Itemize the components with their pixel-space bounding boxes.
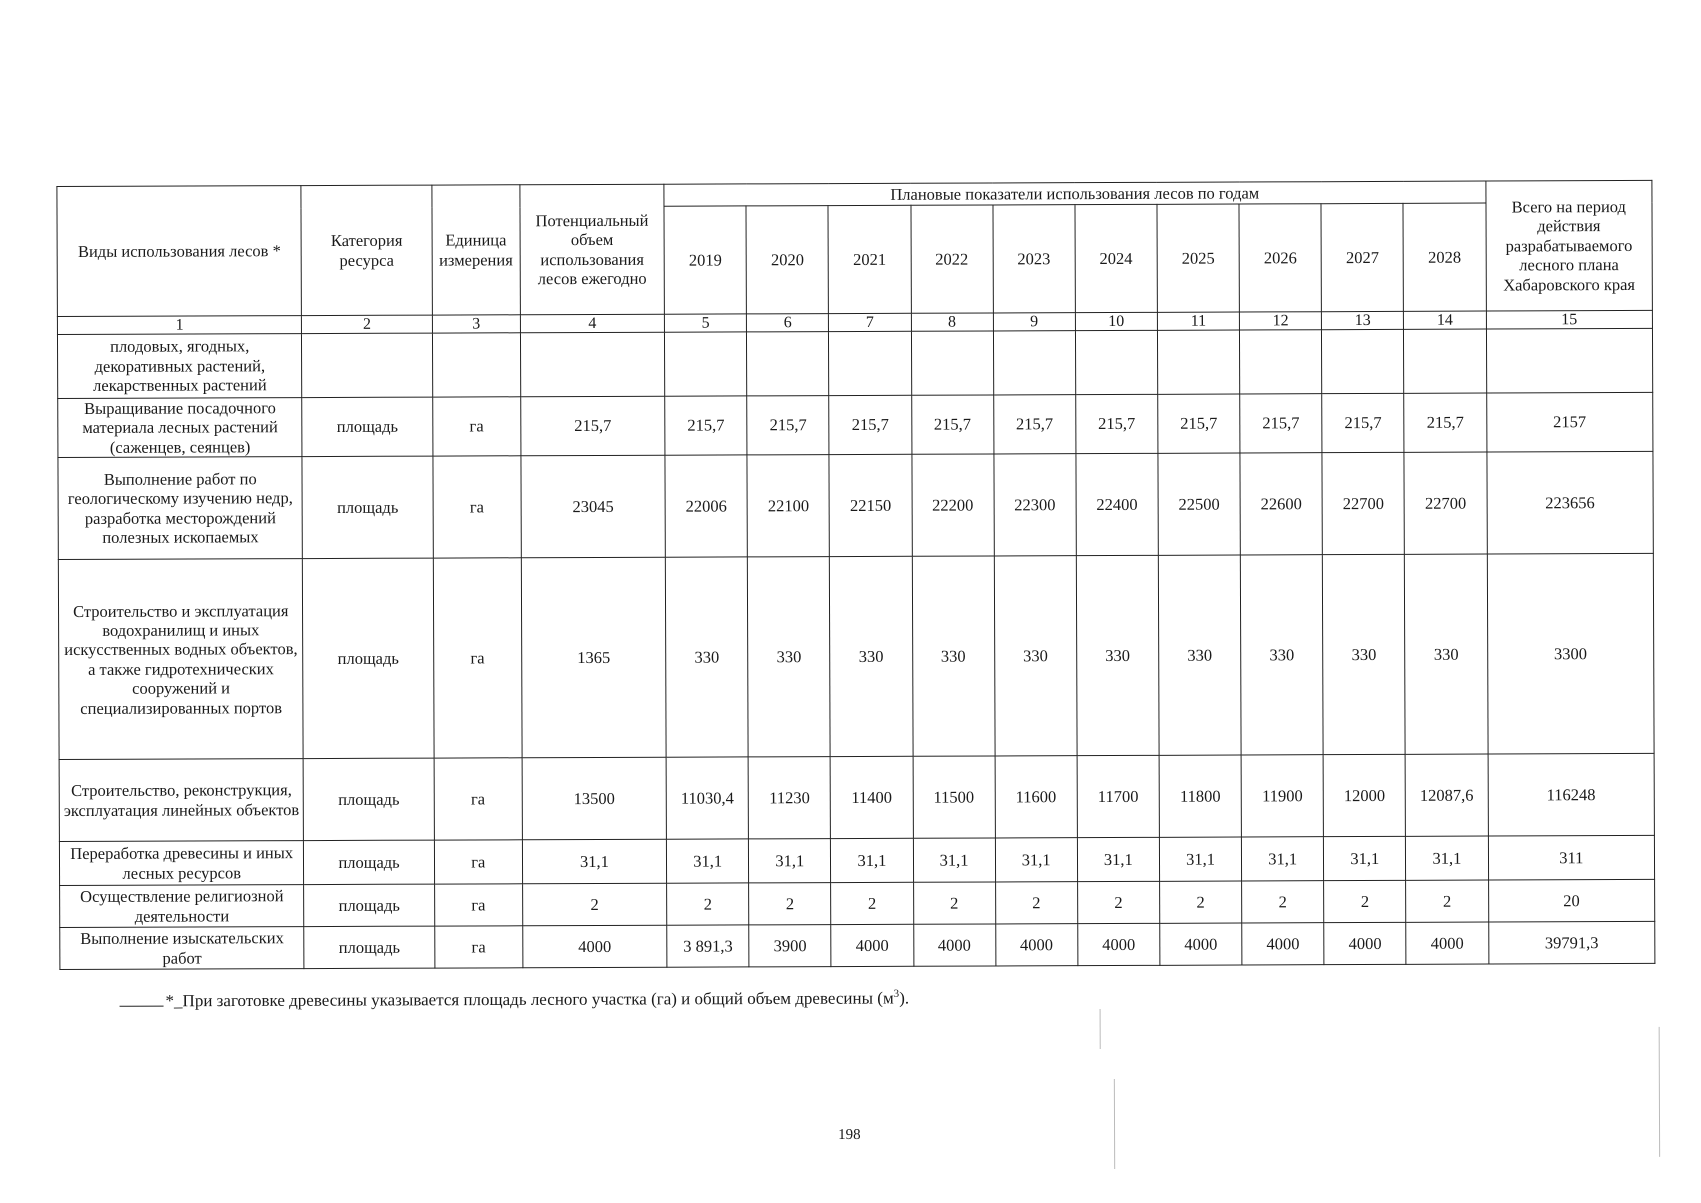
row-year-value: 215,7 xyxy=(1075,394,1157,454)
row-kind: Строительство и эксплуатация водохранилищ и иных искусственных водных объектов, а также гидротехнических сооружений и специализированных портов xyxy=(58,559,303,760)
row-year-value: 12000 xyxy=(1323,755,1405,837)
row-year-value: 2 xyxy=(1242,881,1324,923)
row-year-value: 2 xyxy=(995,882,1077,924)
row-category: площадь xyxy=(303,559,434,759)
row-year-value: 22400 xyxy=(1076,454,1159,556)
header-year: 2026 xyxy=(1239,204,1322,312)
row-total: 3300 xyxy=(1487,554,1654,755)
row-kind: Осуществление религиозной деятельности xyxy=(60,885,305,928)
row-year-value: 22700 xyxy=(1404,452,1487,554)
row-year-value: 31,1 xyxy=(1324,837,1406,881)
row-kind: Выполнение работ по геологическому изучению недр, разработка месторождений полезных ископаемых xyxy=(58,457,303,560)
row-potential: 2 xyxy=(522,884,666,927)
row-year-value: 12087,6 xyxy=(1405,754,1488,836)
row-year-value: 330 xyxy=(830,557,913,757)
column-number: 15 xyxy=(1486,310,1652,329)
row-unit: га xyxy=(434,884,522,926)
row-year-value: 31,1 xyxy=(666,839,748,883)
row-year-value: 11500 xyxy=(913,756,995,838)
row-year-value: 11800 xyxy=(1159,755,1241,837)
row-year-value: 215,7 xyxy=(665,396,747,456)
row-year-value: 22300 xyxy=(994,454,1077,556)
row-unit: га xyxy=(433,558,522,758)
row-unit xyxy=(432,333,520,397)
row-year-value: 22600 xyxy=(1240,453,1323,555)
row-year-value: 2 xyxy=(749,883,831,925)
table-row xyxy=(57,328,1652,398)
column-number: 11 xyxy=(1157,312,1239,330)
row-year-value: 330 xyxy=(1240,555,1323,755)
row-category: площадь xyxy=(304,927,434,969)
header-year: 2022 xyxy=(910,205,993,313)
column-number: 4 xyxy=(520,314,664,333)
row-year-value: 22006 xyxy=(665,455,748,557)
row-year-value: 215,7 xyxy=(1158,394,1240,454)
row-category: площадь xyxy=(304,841,434,885)
header-kind: Виды использования лесов * xyxy=(57,186,302,317)
row-year-value: 215,7 xyxy=(911,395,993,455)
row-year-value: 330 xyxy=(1323,555,1406,755)
row-year-value: 31,1 xyxy=(995,838,1077,882)
row-year-value: 11700 xyxy=(1077,756,1159,838)
row-year-value: 330 xyxy=(748,557,831,757)
row-unit: га xyxy=(432,397,520,457)
header-year: 2020 xyxy=(746,206,829,314)
row-potential: 215,7 xyxy=(521,396,665,456)
footnote-blank-line xyxy=(120,1005,164,1006)
row-year-value: 2 xyxy=(667,883,749,925)
row-year-value: 330 xyxy=(1405,554,1488,754)
header-year: 2028 xyxy=(1403,203,1486,311)
header-year: 2019 xyxy=(664,206,747,314)
row-year-value xyxy=(829,331,911,395)
footnote-closing: ). xyxy=(899,988,910,1008)
header-planned-group: Плановые показатели использования лесов по годам xyxy=(664,181,1486,206)
column-number: 3 xyxy=(432,315,520,333)
row-year-value: 4000 xyxy=(831,925,913,967)
row-total xyxy=(1486,328,1653,393)
row-year-value: 11900 xyxy=(1241,755,1323,837)
row-year-value: 4000 xyxy=(1078,924,1160,966)
row-potential: 31,1 xyxy=(522,840,666,885)
row-year-value: 22200 xyxy=(911,454,994,556)
header-total: Всего на период действия разрабатываемого лесного плана Хабаровского края xyxy=(1485,180,1652,311)
row-year-value: 2 xyxy=(913,882,995,924)
header-category: Категория ресурса xyxy=(301,185,432,315)
row-year-value: 330 xyxy=(912,556,995,756)
row-year-value: 2 xyxy=(1160,881,1242,923)
header-year: 2021 xyxy=(828,205,911,313)
table-row xyxy=(59,836,1654,886)
row-year-value: 11600 xyxy=(995,756,1077,838)
column-number: 12 xyxy=(1239,312,1321,330)
row-year-value: 4000 xyxy=(1242,923,1324,965)
row-year-value: 215,7 xyxy=(993,395,1075,455)
row-category: площадь xyxy=(302,457,433,559)
row-total: 311 xyxy=(1488,836,1655,881)
row-year-value xyxy=(1404,329,1486,393)
row-year-value: 11400 xyxy=(830,757,912,839)
row-year-value: 31,1 xyxy=(831,839,913,883)
row-total: 116248 xyxy=(1488,754,1655,837)
row-kind: Переработка древесины и иных лесных ресурсов xyxy=(59,841,304,886)
row-year-value xyxy=(1240,330,1322,394)
row-year-value: 215,7 xyxy=(1322,393,1404,453)
column-number: 5 xyxy=(664,314,746,332)
row-potential: 1365 xyxy=(521,558,666,759)
row-potential xyxy=(520,332,664,397)
footnote-text: *_При заготовке древесины указывается площадь лесного участка (га) и общий объем древесины (м xyxy=(165,988,894,1011)
row-year-value: 31,1 xyxy=(1077,838,1159,882)
row-total: 2157 xyxy=(1486,392,1653,452)
row-year-value: 2 xyxy=(831,883,913,925)
row-year-value: 22150 xyxy=(829,455,912,557)
row-category: площадь xyxy=(304,759,435,841)
table-row xyxy=(58,554,1654,760)
row-year-value: 215,7 xyxy=(1240,394,1322,454)
forest-use-plan-table xyxy=(56,180,1655,971)
row-year-value: 4000 xyxy=(1160,923,1242,965)
row-year-value: 215,7 xyxy=(1404,393,1486,453)
table-row xyxy=(59,754,1654,842)
row-year-value: 330 xyxy=(1076,556,1159,756)
row-year-value xyxy=(747,332,829,396)
row-year-value: 31,1 xyxy=(1406,836,1488,880)
row-year-value xyxy=(665,332,747,396)
column-number: 13 xyxy=(1322,311,1404,329)
row-potential: 23045 xyxy=(521,456,666,559)
row-kind: плодовых, ягодных, декоративных растений, лекарственных растений xyxy=(57,334,302,399)
row-unit: га xyxy=(433,456,522,558)
row-year-value: 11030,4 xyxy=(666,757,748,839)
row-kind: Выращивание посадочного материала лесных растений (саженцев, сеянцев) xyxy=(58,398,303,458)
row-year-value: 215,7 xyxy=(747,396,829,456)
row-year-value: 4000 xyxy=(1406,922,1488,964)
row-year-value: 2 xyxy=(1406,880,1488,922)
row-year-value: 330 xyxy=(1158,555,1241,755)
row-year-value: 2 xyxy=(1324,881,1406,923)
footnote-superscript: 3 xyxy=(893,987,900,1000)
header-unit: Единица измерения xyxy=(432,185,521,315)
scan-speck xyxy=(1100,1009,1101,1049)
table-row xyxy=(60,922,1655,970)
row-year-value: 11230 xyxy=(748,757,830,839)
row-category xyxy=(302,333,432,397)
row-year-value: 4000 xyxy=(1324,923,1406,965)
row-year-value: 22500 xyxy=(1158,453,1241,555)
row-year-value: 22700 xyxy=(1322,453,1405,555)
row-unit: га xyxy=(434,926,522,968)
row-year-value: 31,1 xyxy=(913,838,995,882)
row-year-value xyxy=(993,331,1075,395)
row-year-value: 31,1 xyxy=(1159,837,1241,881)
header-year: 2027 xyxy=(1321,203,1404,311)
row-unit: га xyxy=(434,840,522,884)
column-number: 10 xyxy=(1075,312,1157,330)
table-row xyxy=(58,452,1653,560)
row-category: площадь xyxy=(304,885,434,927)
header-year: 2025 xyxy=(1157,204,1240,312)
table-row xyxy=(60,880,1655,928)
row-total: 20 xyxy=(1488,880,1655,923)
row-year-value: 215,7 xyxy=(829,395,911,455)
row-total: 223656 xyxy=(1487,452,1654,555)
row-potential: 13500 xyxy=(522,758,667,841)
row-unit: га xyxy=(434,758,522,840)
footnote xyxy=(119,988,909,1012)
row-year-value: 31,1 xyxy=(1241,837,1323,881)
row-year-value xyxy=(1157,330,1239,394)
header-potential: Потенциальный объем использования лесов ежегодно xyxy=(520,184,665,315)
row-year-value: 2 xyxy=(1077,882,1159,924)
row-total: 39791,3 xyxy=(1488,922,1655,965)
header-year: 2024 xyxy=(1075,204,1158,312)
row-year-value xyxy=(1322,329,1404,393)
page-number: 198 xyxy=(838,1126,861,1144)
row-year-value xyxy=(911,331,993,395)
table-row xyxy=(58,392,1653,458)
header-year: 2023 xyxy=(993,205,1076,313)
scan-speck xyxy=(1114,1079,1115,1169)
column-number: 7 xyxy=(829,313,911,331)
row-category: площадь xyxy=(302,397,432,457)
row-year-value: 4000 xyxy=(995,924,1077,966)
row-year-value xyxy=(1075,330,1157,394)
column-number: 8 xyxy=(911,313,993,331)
row-potential: 4000 xyxy=(523,926,667,969)
column-number: 9 xyxy=(993,313,1075,331)
row-year-value: 3900 xyxy=(749,925,831,967)
row-kind: Выполнение изыскательских работ xyxy=(60,927,305,970)
scan-speck xyxy=(1659,1027,1660,1157)
column-number: 6 xyxy=(747,314,829,332)
row-year-value: 330 xyxy=(665,557,748,757)
column-number: 1 xyxy=(57,316,302,335)
row-year-value: 31,1 xyxy=(749,839,831,883)
row-year-value: 3 891,3 xyxy=(667,925,749,967)
row-year-value: 4000 xyxy=(913,924,995,966)
column-number: 14 xyxy=(1404,311,1486,329)
row-kind: Строительство, реконструкция, эксплуатация линейных объектов xyxy=(59,759,304,842)
row-year-value: 330 xyxy=(994,556,1077,756)
column-number: 2 xyxy=(302,315,432,333)
row-year-value: 22100 xyxy=(747,455,830,557)
